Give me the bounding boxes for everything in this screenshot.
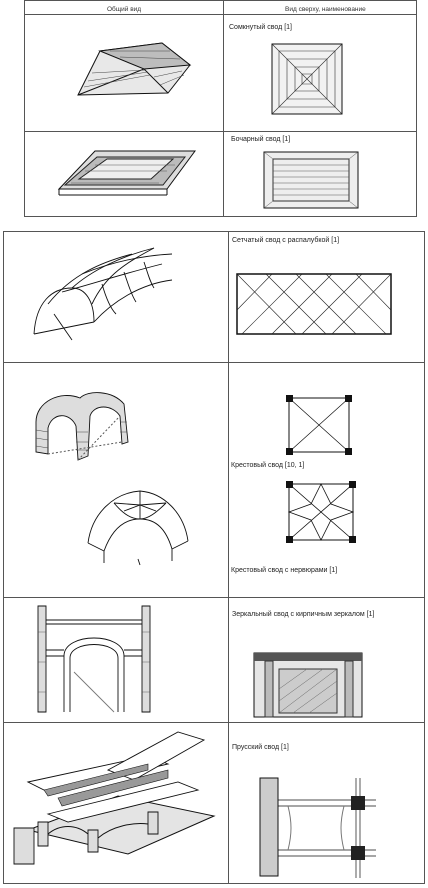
cross-vault-plan-drawing — [285, 394, 353, 456]
closed-vault-perspective-drawing — [70, 37, 210, 102]
prussian-vault-perspective-drawing — [8, 730, 218, 880]
cross-vault-arches-drawing — [32, 382, 152, 474]
barrel-vault-plan-drawing — [263, 151, 359, 209]
header-top-view-name: Вид сверху, наименование — [285, 6, 366, 13]
barrel-vault-perspective-drawing — [55, 145, 205, 197]
ribbed-cross-vault-perspective-drawing — [84, 477, 194, 567]
caption-net-vault: Сетчатый свод с распалубкой [1] — [232, 237, 340, 244]
caption-barrel-vault: Бочарный свод [1] — [231, 136, 291, 143]
net-vault-perspective-drawing — [32, 244, 182, 348]
mirror-vault-plan-drawing — [253, 651, 363, 719]
header-general-view: Общий вид — [107, 6, 142, 13]
net-vault-plan-drawing — [236, 272, 392, 336]
mirror-vault-elevation-drawing — [34, 602, 158, 716]
caption-closed-vault: Сомкнутый свод [1] — [229, 24, 292, 31]
closed-vault-plan-drawing — [271, 43, 343, 115]
caption-prussian-vault: Прусский свод [1] — [232, 744, 289, 751]
caption-ribbed-cross-vault: Крестовый свод с нервюрами [1] — [231, 567, 338, 574]
caption-cross-vault: Крестовый свод [10, 1] — [231, 462, 305, 469]
vault-table-top — [24, 0, 417, 217]
prussian-vault-plan-drawing — [258, 776, 378, 880]
vault-table-bottom — [3, 231, 425, 884]
ribbed-cross-vault-plan-drawing — [285, 480, 357, 544]
caption-mirror-vault: Зеркальный свод с кирпичным зеркалом [1] — [232, 611, 375, 618]
